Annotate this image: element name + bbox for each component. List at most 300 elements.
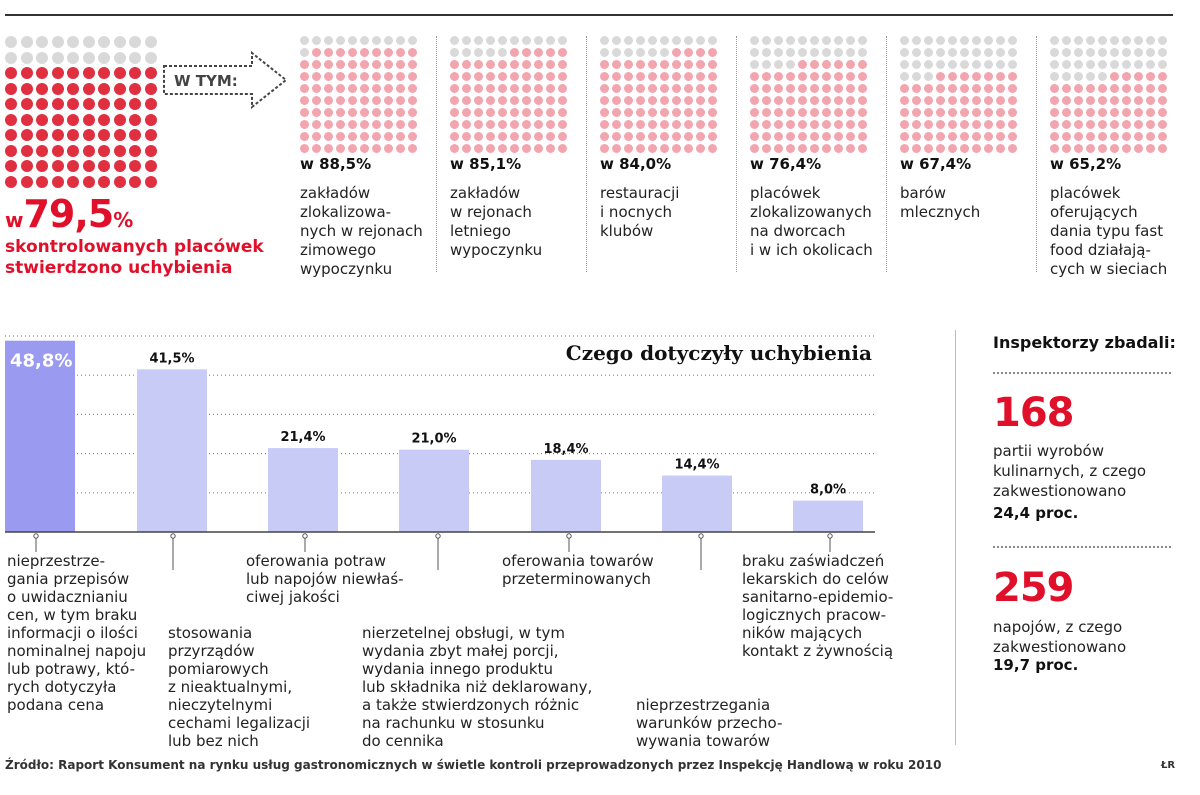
grid-dot: [984, 144, 993, 153]
grid-dot: [98, 114, 110, 126]
grid-dot: [5, 145, 17, 157]
grid-dot: [834, 48, 843, 57]
grid-dot: [360, 120, 369, 129]
grid-dot: [786, 108, 795, 117]
grid-dot: [129, 145, 141, 157]
grid-dot: [1008, 48, 1017, 57]
grid-dot: [996, 96, 1005, 105]
desc-line: cych w sieciach: [1050, 260, 1168, 278]
grid-dot: [762, 48, 771, 57]
grid-dot: [762, 60, 771, 69]
grid-dot: [846, 132, 855, 141]
grid-dot: [1146, 96, 1155, 105]
stat-desc-line: zakwestionowano: [993, 638, 1127, 656]
grid-dot: [83, 83, 95, 95]
grid-dot: [1158, 96, 1167, 105]
grid-dot: [396, 84, 405, 93]
grid-dot: [474, 108, 483, 117]
grid-dot: [1134, 144, 1143, 153]
grid-dot: [312, 72, 321, 81]
grid-dot: [36, 160, 48, 172]
category-line: przyrządów: [168, 642, 255, 660]
grid-dot: [1062, 120, 1071, 129]
grid-dot: [396, 72, 405, 81]
grid-dot: [924, 36, 933, 45]
grid-dot: [83, 67, 95, 79]
column-separator: [586, 36, 587, 272]
grid-dot: [336, 48, 345, 57]
grid-dot: [822, 132, 831, 141]
grid-dot: [660, 48, 669, 57]
grid-dot: [384, 132, 393, 141]
grid-dot: [462, 84, 471, 93]
grid-dot: [846, 120, 855, 129]
grid-dot: [336, 132, 345, 141]
category-label: [362, 624, 592, 750]
grid-dot: [624, 132, 633, 141]
grid-dot: [534, 120, 543, 129]
grid-dot: [984, 96, 993, 105]
category-line: nominalnej napoju: [7, 642, 147, 660]
grid-dot: [324, 84, 333, 93]
category-line: sanitarno-epidemio-: [742, 588, 894, 606]
category-line: lub składnika niż deklarowany,: [362, 678, 593, 696]
grid-dot: [936, 36, 945, 45]
grid-dot: [1062, 144, 1071, 153]
grid-dot: [1050, 84, 1059, 93]
grid-dot: [498, 72, 507, 81]
bar-value-label: 14,4%: [674, 457, 720, 473]
grid-dot: [21, 52, 33, 64]
grid-dot: [810, 48, 819, 57]
grid-dot: [624, 72, 633, 81]
category-line: nierzetelnej obsługi, w tym: [362, 624, 566, 642]
grid-dot: [684, 96, 693, 105]
grid-dot: [1062, 72, 1071, 81]
subgroup-dot-grid: [600, 36, 720, 156]
dotted-divider: [993, 546, 1171, 548]
grid-dot: [1146, 72, 1155, 81]
stat-number: 168: [993, 390, 1074, 436]
grid-dot: [450, 48, 459, 57]
subgroup-percent: w 88,5%: [300, 155, 372, 173]
grid-dot: [810, 60, 819, 69]
grid-dot: [846, 60, 855, 69]
grid-dot: [762, 144, 771, 153]
grid-dot: [972, 60, 981, 69]
grid-dot: [36, 36, 48, 48]
grid-dot: [360, 108, 369, 117]
grid-dot: [858, 132, 867, 141]
category-line: oferowania potraw: [246, 552, 387, 570]
grid-dot: [1122, 72, 1131, 81]
category-label: [7, 552, 146, 714]
grid-dot: [114, 52, 126, 64]
grid-dot: [672, 132, 681, 141]
grid-dot: [774, 36, 783, 45]
category-line: lub bez nich: [168, 732, 259, 750]
grid-dot: [972, 144, 981, 153]
grid-dot: [474, 132, 483, 141]
grid-dot: [450, 132, 459, 141]
grid-dot: [324, 132, 333, 141]
grid-dot: [984, 36, 993, 45]
grid-dot: [834, 96, 843, 105]
grid-dot: [67, 98, 79, 110]
grid-dot: [708, 60, 717, 69]
grid-dot: [324, 48, 333, 57]
grid-dot: [5, 176, 17, 188]
grid-dot: [1146, 36, 1155, 45]
grid-dot: [558, 96, 567, 105]
grid-dot: [612, 48, 621, 57]
grid-dot: [324, 96, 333, 105]
grid-dot: [648, 84, 657, 93]
grid-dot: [1146, 84, 1155, 93]
grid-dot: [648, 36, 657, 45]
grid-dot: [5, 160, 17, 172]
grid-dot: [762, 120, 771, 129]
grid-dot: [1086, 144, 1095, 153]
grid-dot: [510, 144, 519, 153]
grid-dot: [774, 144, 783, 153]
grid-dot: [498, 84, 507, 93]
grid-dot: [1146, 120, 1155, 129]
grid-dot: [348, 84, 357, 93]
grid-dot: [834, 144, 843, 153]
grid-dot: [396, 96, 405, 105]
grid-dot: [52, 83, 64, 95]
grid-dot: [996, 36, 1005, 45]
grid-dot: [324, 120, 333, 129]
grid-dot: [114, 83, 126, 95]
grid-dot: [972, 120, 981, 129]
grid-dot: [67, 129, 79, 141]
grid-dot: [636, 108, 645, 117]
grid-dot: [98, 176, 110, 188]
subgroup-description: [600, 184, 679, 241]
grid-dot: [384, 36, 393, 45]
grid-dot: [858, 36, 867, 45]
grid-dot: [129, 83, 141, 95]
grid-dot: [786, 84, 795, 93]
grid-dot: [558, 36, 567, 45]
grid-dot: [21, 129, 33, 141]
grid-dot: [750, 144, 759, 153]
grid-dot: [1110, 108, 1119, 117]
grid-dot: [600, 48, 609, 57]
grid-dot: [774, 84, 783, 93]
category-line: logicznych pracow-: [742, 606, 887, 624]
grid-dot: [83, 52, 95, 64]
grid-dot: [648, 108, 657, 117]
grid-dot: [546, 60, 555, 69]
subgroup-percent: w 84,0%: [600, 155, 672, 173]
grid-dot: [1098, 132, 1107, 141]
leader-dot: [828, 534, 832, 538]
grid-dot: [996, 72, 1005, 81]
grid-dot: [384, 120, 393, 129]
grid-dot: [696, 60, 705, 69]
grid-dot: [1110, 132, 1119, 141]
grid-dot: [498, 60, 507, 69]
grid-dot: [774, 72, 783, 81]
headline-value: 79,5: [23, 192, 114, 236]
source-note: Źródło: Raport Konsument na rynku usług gastronomicznych w świetle kontroli przeprowadzonych przez Inspekcję Handlową w roku 2010: [5, 758, 942, 772]
grid-dot: [36, 67, 48, 79]
grid-dot: [648, 48, 657, 57]
category-label: [636, 696, 782, 750]
grid-dot: [384, 144, 393, 153]
grid-dot: [810, 96, 819, 105]
category-line: z nieaktualnymi,: [168, 678, 293, 696]
grid-dot: [798, 72, 807, 81]
grid-dot: [822, 36, 831, 45]
grid-dot: [145, 67, 157, 79]
grid-dot: [348, 120, 357, 129]
grid-dot: [660, 84, 669, 93]
grid-dot: [474, 36, 483, 45]
leader-dot: [34, 534, 38, 538]
grid-dot: [300, 96, 309, 105]
column-separator: [736, 36, 737, 272]
grid-dot: [546, 36, 555, 45]
grid-dot: [114, 145, 126, 157]
grid-dot: [648, 96, 657, 105]
grid-dot: [696, 120, 705, 129]
grid-dot: [750, 48, 759, 57]
grid-dot: [774, 120, 783, 129]
grid-dot: [522, 36, 531, 45]
grid-dot: [396, 132, 405, 141]
grid-dot: [660, 60, 669, 69]
grid-dot: [684, 48, 693, 57]
grid-dot: [984, 108, 993, 117]
grid-dot: [984, 48, 993, 57]
grid-dot: [846, 108, 855, 117]
grid-dot: [83, 176, 95, 188]
grid-dot: [83, 160, 95, 172]
grid-dot: [348, 48, 357, 57]
grid-dot: [912, 72, 921, 81]
category-line: cen, w tym braku: [7, 606, 138, 624]
grid-dot: [960, 132, 969, 141]
grid-dot: [858, 60, 867, 69]
grid-dot: [810, 72, 819, 81]
grid-dot: [324, 108, 333, 117]
grid-dot: [924, 108, 933, 117]
grid-dot: [834, 36, 843, 45]
grid-dot: [834, 84, 843, 93]
grid-dot: [450, 108, 459, 117]
grid-dot: [372, 120, 381, 129]
grid-dot: [546, 48, 555, 57]
grid-dot: [384, 108, 393, 117]
grid-dot: [145, 83, 157, 95]
grid-dot: [948, 60, 957, 69]
grid-dot: [612, 120, 621, 129]
grid-dot: [129, 98, 141, 110]
grid-dot: [396, 60, 405, 69]
category-line: wydania zbyt małej porcji,: [362, 642, 559, 660]
desc-line: klubów: [600, 222, 654, 240]
grid-dot: [450, 72, 459, 81]
grid-dot: [98, 67, 110, 79]
grid-dot: [384, 60, 393, 69]
grid-dot: [936, 108, 945, 117]
grid-dot: [912, 132, 921, 141]
grid-dot: [408, 48, 417, 57]
grid-dot: [774, 132, 783, 141]
grid-dot: [936, 60, 945, 69]
grid-dot: [834, 120, 843, 129]
grid-dot: [636, 144, 645, 153]
grid-dot: [474, 48, 483, 57]
grid-dot: [324, 72, 333, 81]
category-line: stosowania: [168, 624, 253, 642]
grid-dot: [474, 96, 483, 105]
grid-dot: [708, 48, 717, 57]
grid-dot: [5, 83, 17, 95]
grid-dot: [786, 96, 795, 105]
grid-dot: [300, 36, 309, 45]
grid-dot: [360, 48, 369, 57]
grid-dot: [624, 120, 633, 129]
grid-dot: [600, 72, 609, 81]
grid-dot: [1086, 108, 1095, 117]
grid-dot: [822, 84, 831, 93]
grid-dot: [300, 108, 309, 117]
grid-dot: [558, 144, 567, 153]
grid-dot: [810, 132, 819, 141]
grid-dot: [1098, 108, 1107, 117]
grid-dot: [67, 160, 79, 172]
headline-text-line: skontrolowanych placówek: [5, 237, 264, 257]
grid-dot: [846, 36, 855, 45]
grid-dot: [336, 60, 345, 69]
grid-dot: [145, 98, 157, 110]
grid-dot: [1122, 84, 1131, 93]
subgroup-description: [900, 184, 980, 222]
category-line: nieprzestrze-: [7, 552, 106, 570]
grid-dot: [900, 96, 909, 105]
grid-dot: [486, 84, 495, 93]
category-line: wydania innego produktu: [362, 660, 554, 678]
grid-dot: [67, 114, 79, 126]
grid-dot: [1158, 72, 1167, 81]
grid-dot: [98, 98, 110, 110]
dotted-divider: [993, 372, 1171, 374]
grid-dot: [129, 52, 141, 64]
desc-line: food działają-: [1050, 241, 1151, 259]
category-line: wywania towarów: [636, 732, 771, 750]
grid-dot: [636, 132, 645, 141]
grid-dot: [912, 144, 921, 153]
grid-dot: [1098, 48, 1107, 57]
grid-dot: [696, 36, 705, 45]
grid-dot: [300, 144, 309, 153]
stat-bold-value: 19,7 proc.: [993, 656, 1079, 674]
grid-dot: [1158, 48, 1167, 57]
grid-dot: [858, 120, 867, 129]
grid-dot: [912, 108, 921, 117]
grid-dot: [486, 60, 495, 69]
grid-dot: [1158, 132, 1167, 141]
grid-dot: [1146, 132, 1155, 141]
grid-dot: [1074, 72, 1083, 81]
grid-dot: [534, 132, 543, 141]
desc-line: zlokalizowa-: [300, 203, 392, 221]
grid-dot: [450, 60, 459, 69]
category-line: ników mających: [742, 624, 863, 642]
grid-dot: [786, 48, 795, 57]
grid-dot: [750, 120, 759, 129]
grid-dot: [462, 60, 471, 69]
grid-dot: [660, 96, 669, 105]
desc-line: zakładów: [300, 184, 371, 202]
grid-dot: [360, 36, 369, 45]
grid-dot: [798, 84, 807, 93]
category-line: lekarskich do celów: [742, 570, 889, 588]
grid-dot: [348, 60, 357, 69]
grid-dot: [834, 72, 843, 81]
grid-dot: [558, 108, 567, 117]
headline-figure: [5, 192, 133, 236]
grid-dot: [996, 132, 1005, 141]
desc-line: letniego: [450, 222, 511, 240]
grid-dot: [1008, 72, 1017, 81]
grid-dot: [408, 144, 417, 153]
right-panel-separator: [955, 330, 956, 745]
grid-dot: [696, 84, 705, 93]
grid-dot: [810, 120, 819, 129]
grid-dot: [462, 108, 471, 117]
grid-dot: [312, 120, 321, 129]
grid-dot: [672, 96, 681, 105]
grid-dot: [98, 145, 110, 157]
grid-dot: [798, 120, 807, 129]
grid-dot: [396, 120, 405, 129]
grid-dot: [36, 98, 48, 110]
grid-dot: [672, 48, 681, 57]
grid-dot: [1086, 60, 1095, 69]
grid-dot: [912, 36, 921, 45]
grid-dot: [1074, 36, 1083, 45]
grid-dot: [648, 120, 657, 129]
grid-dot: [312, 144, 321, 153]
grid-dot: [474, 84, 483, 93]
grid-dot: [360, 72, 369, 81]
stat-desc-line: napojów, z czego: [993, 618, 1123, 636]
headline-unit: %: [113, 208, 134, 232]
grid-dot: [145, 114, 157, 126]
grid-dot: [834, 108, 843, 117]
grid-dot: [936, 132, 945, 141]
grid-dot: [696, 108, 705, 117]
category-line: nieczytelnymi: [168, 696, 273, 714]
grid-dot: [798, 144, 807, 153]
grid-dot: [546, 132, 555, 141]
grid-dot: [798, 96, 807, 105]
grid-dot: [52, 114, 64, 126]
grid-dot: [1074, 96, 1083, 105]
grid-dot: [336, 144, 345, 153]
grid-dot: [36, 145, 48, 157]
grid-dot: [21, 83, 33, 95]
grid-dot: [336, 96, 345, 105]
grid-dot: [360, 60, 369, 69]
grid-dot: [1134, 132, 1143, 141]
